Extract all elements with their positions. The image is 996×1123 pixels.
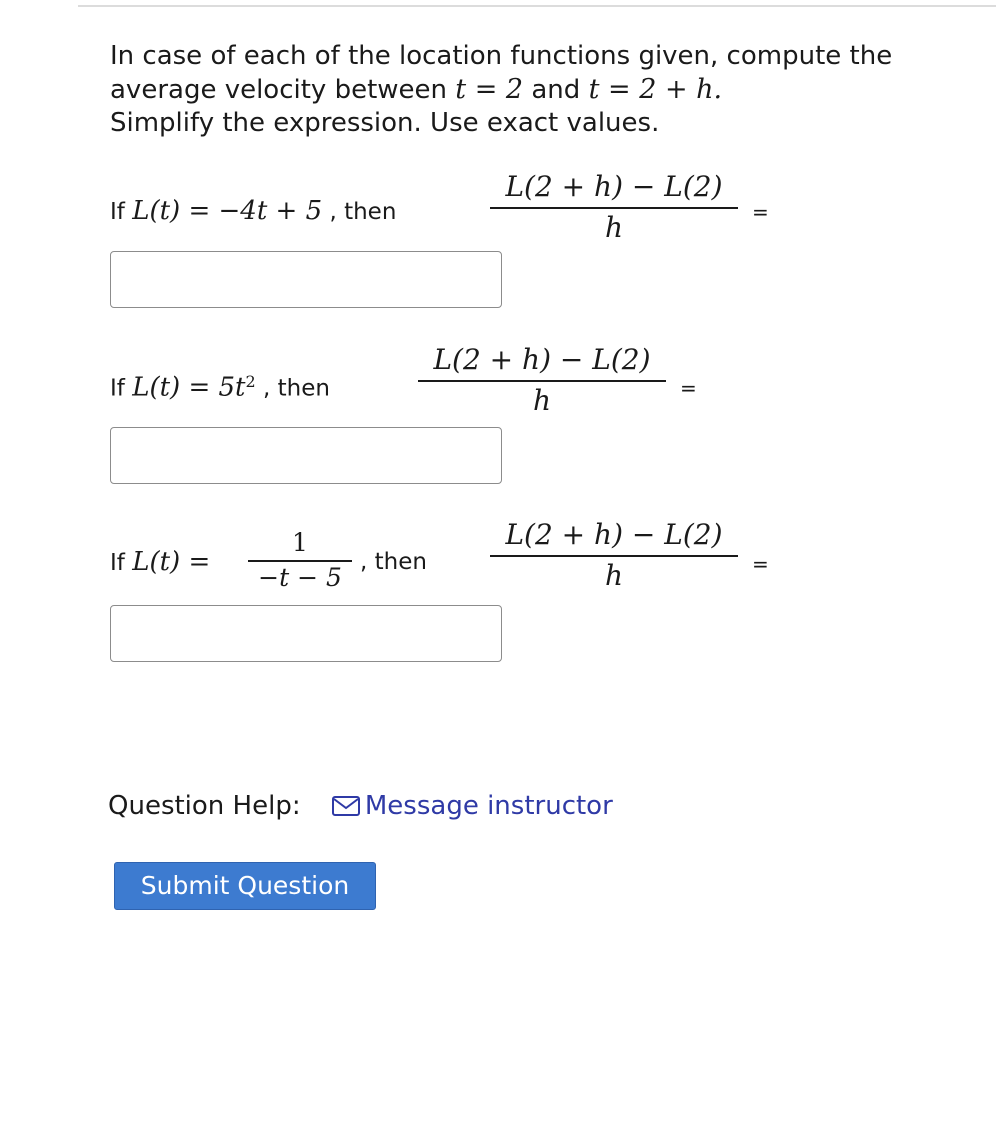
- question-help-label: Question Help:: [108, 791, 301, 821]
- problem-3-prefix: If: [110, 550, 133, 576]
- problem-1-equals: =: [752, 200, 769, 224]
- problem-1-function: L(t) = −4t + 5: [132, 196, 323, 226]
- problem-2-equals: =: [680, 376, 697, 400]
- intro-and: and: [523, 75, 589, 105]
- problem-2-suffix: , then: [255, 375, 330, 402]
- question-text: [110, 40, 892, 140]
- intro-math-t2: t = 2: [455, 74, 524, 105]
- intro-line-2: [110, 73, 892, 107]
- problem-1-numerator: L(2 + h) − L(2): [505, 170, 723, 203]
- intro-line-3: Simplify the expression. Use exact values.: [110, 108, 660, 138]
- message-instructor-link[interactable]: Message instructor: [364, 791, 613, 821]
- problem-1-denominator: h: [604, 211, 624, 244]
- intro-math-t2h: t = 2 + h.: [588, 74, 723, 105]
- problem-1-lhs: [110, 196, 396, 226]
- problem-1-fraction: [490, 170, 738, 244]
- problem-2-prefix: If: [110, 375, 133, 402]
- problem-3-function-denominator: −t − 5: [258, 563, 342, 592]
- problem-2-numerator: L(2 + h) − L(2): [433, 343, 651, 376]
- problem-2-function: L(t) = 5t: [132, 372, 246, 403]
- envelope-icon[interactable]: [331, 794, 361, 824]
- intro-line-1: In case of each of the location functions given, compute the: [110, 41, 893, 71]
- answer-input-2[interactable]: [110, 427, 502, 484]
- problem-2-exponent: 2: [245, 372, 256, 391]
- problem-3-function-fraction: [248, 528, 352, 592]
- problem-3-function: L(t) =: [132, 547, 211, 577]
- problem-3-lhs: [110, 547, 210, 577]
- problem-2-lhs: [110, 372, 330, 403]
- top-divider: [78, 5, 996, 7]
- problem-3-denominator: h: [604, 559, 624, 592]
- problem-1-prefix: If: [110, 199, 133, 225]
- question-help: [108, 791, 613, 824]
- problem-2-denominator: h: [532, 384, 552, 417]
- answer-input-3[interactable]: [110, 605, 502, 662]
- problem-3-function-numerator: 1: [292, 528, 308, 557]
- problem-3-equals: =: [752, 552, 769, 576]
- problem-1-suffix: , then: [322, 199, 397, 225]
- answer-input-1[interactable]: [110, 251, 502, 308]
- submit-question-button[interactable]: Submit Question: [114, 862, 376, 910]
- intro-line-2-text: average velocity between: [110, 75, 456, 105]
- problem-3-numerator: L(2 + h) − L(2): [505, 518, 723, 551]
- problem-2-fraction: [418, 343, 666, 417]
- problem-3-suffix: , then: [360, 549, 427, 575]
- problem-3-fraction: [490, 518, 738, 592]
